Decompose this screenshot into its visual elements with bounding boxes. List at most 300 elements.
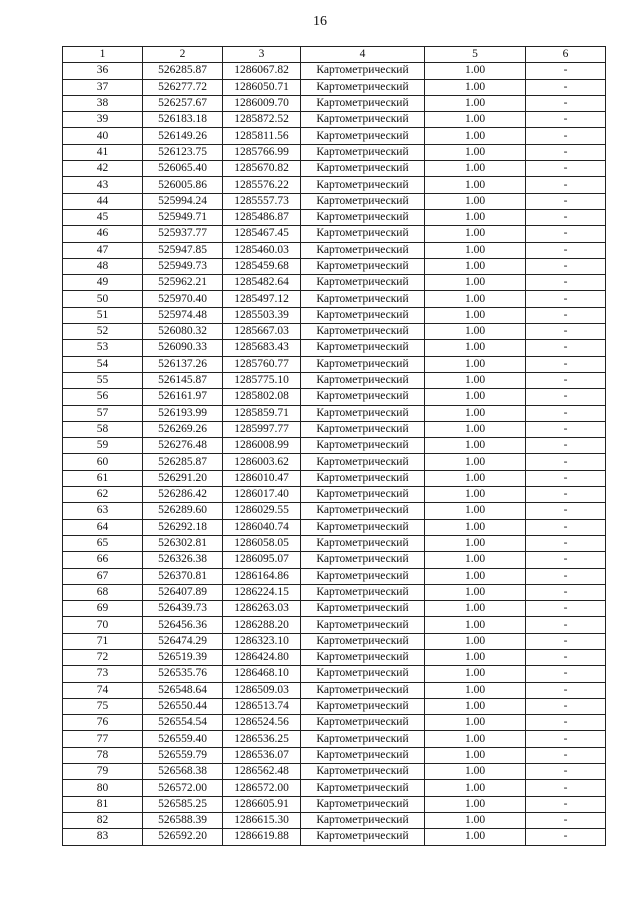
note-cell: - bbox=[526, 226, 606, 242]
table-row bbox=[63, 209, 606, 225]
accuracy-cell: 1.00 bbox=[425, 258, 526, 274]
table-row bbox=[63, 226, 606, 242]
y-coordinate-cell: 1285503.39 bbox=[223, 307, 301, 323]
accuracy-cell: 1.00 bbox=[425, 79, 526, 95]
method-cell: Картометрический bbox=[301, 682, 425, 698]
method-cell: Картометрический bbox=[301, 372, 425, 388]
point-number-cell: 45 bbox=[63, 209, 143, 225]
method-cell: Картометрический bbox=[301, 584, 425, 600]
accuracy-cell: 1.00 bbox=[425, 519, 526, 535]
point-number-cell: 80 bbox=[63, 780, 143, 796]
column-header-2: 2 bbox=[143, 47, 223, 63]
table-row bbox=[63, 340, 606, 356]
note-cell: - bbox=[526, 356, 606, 372]
y-coordinate-cell: 1286017.40 bbox=[223, 487, 301, 503]
y-coordinate-cell: 1286615.30 bbox=[223, 812, 301, 828]
table-row bbox=[63, 731, 606, 747]
table-row bbox=[63, 63, 606, 79]
table-row bbox=[63, 421, 606, 437]
x-coordinate-cell: 526285.87 bbox=[143, 454, 223, 470]
y-coordinate-cell: 1286029.55 bbox=[223, 503, 301, 519]
table-row bbox=[63, 128, 606, 144]
point-number-cell: 83 bbox=[63, 829, 143, 845]
table-row bbox=[63, 780, 606, 796]
point-number-cell: 64 bbox=[63, 519, 143, 535]
accuracy-cell: 1.00 bbox=[425, 324, 526, 340]
x-coordinate-cell: 526183.18 bbox=[143, 112, 223, 128]
accuracy-cell: 1.00 bbox=[425, 552, 526, 568]
y-coordinate-cell: 1286424.80 bbox=[223, 649, 301, 665]
x-coordinate-cell: 526269.26 bbox=[143, 421, 223, 437]
x-coordinate-cell: 526161.97 bbox=[143, 389, 223, 405]
x-coordinate-cell: 526554.54 bbox=[143, 715, 223, 731]
table-row bbox=[63, 601, 606, 617]
note-cell: - bbox=[526, 144, 606, 160]
x-coordinate-cell: 526519.39 bbox=[143, 649, 223, 665]
x-coordinate-cell: 526326.38 bbox=[143, 552, 223, 568]
method-cell: Картометрический bbox=[301, 356, 425, 372]
column-header-4: 4 bbox=[301, 47, 425, 63]
x-coordinate-cell: 526550.44 bbox=[143, 698, 223, 714]
note-cell: - bbox=[526, 829, 606, 845]
accuracy-cell: 1.00 bbox=[425, 275, 526, 291]
accuracy-cell: 1.00 bbox=[425, 372, 526, 388]
x-coordinate-cell: 526588.39 bbox=[143, 812, 223, 828]
point-number-cell: 63 bbox=[63, 503, 143, 519]
method-cell: Картометрический bbox=[301, 389, 425, 405]
note-cell: - bbox=[526, 372, 606, 388]
accuracy-cell: 1.00 bbox=[425, 454, 526, 470]
point-number-cell: 65 bbox=[63, 535, 143, 551]
x-coordinate-cell: 526548.64 bbox=[143, 682, 223, 698]
x-coordinate-cell: 525949.73 bbox=[143, 258, 223, 274]
y-coordinate-cell: 1285802.08 bbox=[223, 389, 301, 405]
accuracy-cell: 1.00 bbox=[425, 796, 526, 812]
point-number-cell: 70 bbox=[63, 617, 143, 633]
column-header-1: 1 bbox=[63, 47, 143, 63]
accuracy-cell: 1.00 bbox=[425, 470, 526, 486]
method-cell: Картометрический bbox=[301, 829, 425, 845]
y-coordinate-cell: 1285872.52 bbox=[223, 112, 301, 128]
method-cell: Картометрический bbox=[301, 291, 425, 307]
y-coordinate-cell: 1286536.07 bbox=[223, 747, 301, 763]
table-row bbox=[63, 617, 606, 633]
table-row bbox=[63, 242, 606, 258]
y-coordinate-cell: 1286009.70 bbox=[223, 95, 301, 111]
y-coordinate-cell: 1285497.12 bbox=[223, 291, 301, 307]
x-coordinate-cell: 526585.25 bbox=[143, 796, 223, 812]
accuracy-cell: 1.00 bbox=[425, 421, 526, 437]
accuracy-cell: 1.00 bbox=[425, 405, 526, 421]
accuracy-cell: 1.00 bbox=[425, 535, 526, 551]
y-coordinate-cell: 1286050.71 bbox=[223, 79, 301, 95]
table-row bbox=[63, 405, 606, 421]
y-coordinate-cell: 1285486.87 bbox=[223, 209, 301, 225]
point-number-cell: 71 bbox=[63, 633, 143, 649]
y-coordinate-cell: 1285811.56 bbox=[223, 128, 301, 144]
note-cell: - bbox=[526, 405, 606, 421]
accuracy-cell: 1.00 bbox=[425, 682, 526, 698]
accuracy-cell: 1.00 bbox=[425, 601, 526, 617]
y-coordinate-cell: 1286164.86 bbox=[223, 568, 301, 584]
point-number-cell: 66 bbox=[63, 552, 143, 568]
point-number-cell: 36 bbox=[63, 63, 143, 79]
method-cell: Картометрический bbox=[301, 715, 425, 731]
method-cell: Картометрический bbox=[301, 209, 425, 225]
x-coordinate-cell: 525947.85 bbox=[143, 242, 223, 258]
x-coordinate-cell: 525970.40 bbox=[143, 291, 223, 307]
method-cell: Картометрический bbox=[301, 503, 425, 519]
x-coordinate-cell: 526090.33 bbox=[143, 340, 223, 356]
note-cell: - bbox=[526, 63, 606, 79]
method-cell: Картометрический bbox=[301, 666, 425, 682]
table-row bbox=[63, 454, 606, 470]
x-coordinate-cell: 526286.42 bbox=[143, 487, 223, 503]
page-number: 16 bbox=[313, 14, 327, 29]
y-coordinate-cell: 1286040.74 bbox=[223, 519, 301, 535]
note-cell: - bbox=[526, 633, 606, 649]
note-cell: - bbox=[526, 209, 606, 225]
x-coordinate-cell: 525962.21 bbox=[143, 275, 223, 291]
x-coordinate-cell: 526535.76 bbox=[143, 666, 223, 682]
x-coordinate-cell: 526065.40 bbox=[143, 161, 223, 177]
note-cell: - bbox=[526, 275, 606, 291]
accuracy-cell: 1.00 bbox=[425, 568, 526, 584]
accuracy-cell: 1.00 bbox=[425, 438, 526, 454]
x-coordinate-cell: 526559.79 bbox=[143, 747, 223, 763]
y-coordinate-cell: 1286619.88 bbox=[223, 829, 301, 845]
table-row bbox=[63, 356, 606, 372]
note-cell: - bbox=[526, 112, 606, 128]
x-coordinate-cell: 526572.00 bbox=[143, 780, 223, 796]
note-cell: - bbox=[526, 747, 606, 763]
note-cell: - bbox=[526, 454, 606, 470]
table-row bbox=[63, 829, 606, 845]
point-number-cell: 48 bbox=[63, 258, 143, 274]
point-number-cell: 41 bbox=[63, 144, 143, 160]
table-row bbox=[63, 682, 606, 698]
table-row bbox=[63, 95, 606, 111]
x-coordinate-cell: 525937.77 bbox=[143, 226, 223, 242]
table-row bbox=[63, 796, 606, 812]
point-number-cell: 59 bbox=[63, 438, 143, 454]
note-cell: - bbox=[526, 258, 606, 274]
table-header-row bbox=[63, 47, 606, 63]
table-row bbox=[63, 324, 606, 340]
accuracy-cell: 1.00 bbox=[425, 356, 526, 372]
y-coordinate-cell: 1285460.03 bbox=[223, 242, 301, 258]
x-coordinate-cell: 526285.87 bbox=[143, 63, 223, 79]
method-cell: Картометрический bbox=[301, 601, 425, 617]
point-number-cell: 37 bbox=[63, 79, 143, 95]
table-row bbox=[63, 161, 606, 177]
method-cell: Картометрический bbox=[301, 275, 425, 291]
x-coordinate-cell: 526289.60 bbox=[143, 503, 223, 519]
point-number-cell: 77 bbox=[63, 731, 143, 747]
table-row bbox=[63, 633, 606, 649]
method-cell: Картометрический bbox=[301, 161, 425, 177]
y-coordinate-cell: 1286224.15 bbox=[223, 584, 301, 600]
method-cell: Картометрический bbox=[301, 796, 425, 812]
table-row bbox=[63, 715, 606, 731]
x-coordinate-cell: 526291.20 bbox=[143, 470, 223, 486]
note-cell: - bbox=[526, 584, 606, 600]
note-cell: - bbox=[526, 519, 606, 535]
point-number-cell: 49 bbox=[63, 275, 143, 291]
accuracy-cell: 1.00 bbox=[425, 144, 526, 160]
accuracy-cell: 1.00 bbox=[425, 95, 526, 111]
note-cell: - bbox=[526, 307, 606, 323]
accuracy-cell: 1.00 bbox=[425, 340, 526, 356]
x-coordinate-cell: 526123.75 bbox=[143, 144, 223, 160]
table-row bbox=[63, 764, 606, 780]
note-cell: - bbox=[526, 291, 606, 307]
note-cell: - bbox=[526, 796, 606, 812]
table-row bbox=[63, 193, 606, 209]
accuracy-cell: 1.00 bbox=[425, 617, 526, 633]
y-coordinate-cell: 1286263.03 bbox=[223, 601, 301, 617]
x-coordinate-cell: 526559.40 bbox=[143, 731, 223, 747]
accuracy-cell: 1.00 bbox=[425, 487, 526, 503]
accuracy-cell: 1.00 bbox=[425, 389, 526, 405]
point-number-cell: 61 bbox=[63, 470, 143, 486]
note-cell: - bbox=[526, 161, 606, 177]
note-cell: - bbox=[526, 487, 606, 503]
note-cell: - bbox=[526, 177, 606, 193]
x-coordinate-cell: 526439.73 bbox=[143, 601, 223, 617]
accuracy-cell: 1.00 bbox=[425, 780, 526, 796]
note-cell: - bbox=[526, 617, 606, 633]
table-row bbox=[63, 552, 606, 568]
point-number-cell: 53 bbox=[63, 340, 143, 356]
x-coordinate-cell: 525949.71 bbox=[143, 209, 223, 225]
table-row bbox=[63, 698, 606, 714]
method-cell: Картометрический bbox=[301, 438, 425, 454]
table-row bbox=[63, 389, 606, 405]
table-row bbox=[63, 649, 606, 665]
table-row bbox=[63, 487, 606, 503]
accuracy-cell: 1.00 bbox=[425, 503, 526, 519]
note-cell: - bbox=[526, 535, 606, 551]
table-row bbox=[63, 307, 606, 323]
y-coordinate-cell: 1285683.43 bbox=[223, 340, 301, 356]
coordinates-table bbox=[62, 46, 606, 846]
method-cell: Картометрический bbox=[301, 780, 425, 796]
accuracy-cell: 1.00 bbox=[425, 112, 526, 128]
method-cell: Картометрический bbox=[301, 519, 425, 535]
table-row bbox=[63, 275, 606, 291]
x-coordinate-cell: 525994.24 bbox=[143, 193, 223, 209]
point-number-cell: 57 bbox=[63, 405, 143, 421]
point-number-cell: 52 bbox=[63, 324, 143, 340]
accuracy-cell: 1.00 bbox=[425, 747, 526, 763]
accuracy-cell: 1.00 bbox=[425, 731, 526, 747]
table-row bbox=[63, 438, 606, 454]
note-cell: - bbox=[526, 812, 606, 828]
y-coordinate-cell: 1286536.25 bbox=[223, 731, 301, 747]
accuracy-cell: 1.00 bbox=[425, 291, 526, 307]
x-coordinate-cell: 526276.48 bbox=[143, 438, 223, 454]
y-coordinate-cell: 1285482.64 bbox=[223, 275, 301, 291]
table-row bbox=[63, 503, 606, 519]
method-cell: Картометрический bbox=[301, 698, 425, 714]
method-cell: Картометрический bbox=[301, 144, 425, 160]
x-coordinate-cell: 526149.26 bbox=[143, 128, 223, 144]
table-row bbox=[63, 470, 606, 486]
point-number-cell: 74 bbox=[63, 682, 143, 698]
table-row bbox=[63, 584, 606, 600]
note-cell: - bbox=[526, 682, 606, 698]
x-coordinate-cell: 526257.67 bbox=[143, 95, 223, 111]
accuracy-cell: 1.00 bbox=[425, 764, 526, 780]
table-row bbox=[63, 666, 606, 682]
y-coordinate-cell: 1285775.10 bbox=[223, 372, 301, 388]
y-coordinate-cell: 1286572.00 bbox=[223, 780, 301, 796]
note-cell: - bbox=[526, 421, 606, 437]
note-cell: - bbox=[526, 389, 606, 405]
x-coordinate-cell: 526145.87 bbox=[143, 372, 223, 388]
x-coordinate-cell: 526292.18 bbox=[143, 519, 223, 535]
note-cell: - bbox=[526, 193, 606, 209]
x-coordinate-cell: 526080.32 bbox=[143, 324, 223, 340]
y-coordinate-cell: 1286509.03 bbox=[223, 682, 301, 698]
method-cell: Картометрический bbox=[301, 617, 425, 633]
method-cell: Картометрический bbox=[301, 421, 425, 437]
method-cell: Картометрический bbox=[301, 258, 425, 274]
method-cell: Картометрический bbox=[301, 747, 425, 763]
point-number-cell: 73 bbox=[63, 666, 143, 682]
y-coordinate-cell: 1285997.77 bbox=[223, 421, 301, 437]
table-row bbox=[63, 291, 606, 307]
table-row bbox=[63, 519, 606, 535]
accuracy-cell: 1.00 bbox=[425, 226, 526, 242]
note-cell: - bbox=[526, 666, 606, 682]
y-coordinate-cell: 1286010.47 bbox=[223, 470, 301, 486]
table-row bbox=[63, 372, 606, 388]
point-number-cell: 40 bbox=[63, 128, 143, 144]
y-coordinate-cell: 1285459.68 bbox=[223, 258, 301, 274]
note-cell: - bbox=[526, 764, 606, 780]
x-coordinate-cell: 526302.81 bbox=[143, 535, 223, 551]
y-coordinate-cell: 1285467.45 bbox=[223, 226, 301, 242]
x-coordinate-cell: 526568.38 bbox=[143, 764, 223, 780]
point-number-cell: 38 bbox=[63, 95, 143, 111]
y-coordinate-cell: 1286288.20 bbox=[223, 617, 301, 633]
x-coordinate-cell: 526193.99 bbox=[143, 405, 223, 421]
y-coordinate-cell: 1285576.22 bbox=[223, 177, 301, 193]
method-cell: Картометрический bbox=[301, 552, 425, 568]
y-coordinate-cell: 1285766.99 bbox=[223, 144, 301, 160]
y-coordinate-cell: 1286468.10 bbox=[223, 666, 301, 682]
accuracy-cell: 1.00 bbox=[425, 698, 526, 714]
x-coordinate-cell: 526456.36 bbox=[143, 617, 223, 633]
method-cell: Картометрический bbox=[301, 731, 425, 747]
note-cell: - bbox=[526, 780, 606, 796]
note-cell: - bbox=[526, 601, 606, 617]
accuracy-cell: 1.00 bbox=[425, 63, 526, 79]
method-cell: Картометрический bbox=[301, 649, 425, 665]
x-coordinate-cell: 526277.72 bbox=[143, 79, 223, 95]
point-number-cell: 54 bbox=[63, 356, 143, 372]
column-header-5: 5 bbox=[425, 47, 526, 63]
accuracy-cell: 1.00 bbox=[425, 715, 526, 731]
point-number-cell: 69 bbox=[63, 601, 143, 617]
method-cell: Картометрический bbox=[301, 193, 425, 209]
note-cell: - bbox=[526, 568, 606, 584]
note-cell: - bbox=[526, 438, 606, 454]
x-coordinate-cell: 526407.89 bbox=[143, 584, 223, 600]
point-number-cell: 82 bbox=[63, 812, 143, 828]
note-cell: - bbox=[526, 340, 606, 356]
y-coordinate-cell: 1286067.82 bbox=[223, 63, 301, 79]
table-row bbox=[63, 535, 606, 551]
method-cell: Картометрический bbox=[301, 242, 425, 258]
method-cell: Картометрический bbox=[301, 226, 425, 242]
y-coordinate-cell: 1286095.07 bbox=[223, 552, 301, 568]
note-cell: - bbox=[526, 649, 606, 665]
point-number-cell: 56 bbox=[63, 389, 143, 405]
point-number-cell: 39 bbox=[63, 112, 143, 128]
point-number-cell: 75 bbox=[63, 698, 143, 714]
accuracy-cell: 1.00 bbox=[425, 829, 526, 845]
method-cell: Картометрический bbox=[301, 63, 425, 79]
point-number-cell: 55 bbox=[63, 372, 143, 388]
method-cell: Картометрический bbox=[301, 487, 425, 503]
x-coordinate-cell: 525974.48 bbox=[143, 307, 223, 323]
point-number-cell: 50 bbox=[63, 291, 143, 307]
accuracy-cell: 1.00 bbox=[425, 128, 526, 144]
method-cell: Картометрический bbox=[301, 177, 425, 193]
point-number-cell: 68 bbox=[63, 584, 143, 600]
note-cell: - bbox=[526, 552, 606, 568]
y-coordinate-cell: 1286513.74 bbox=[223, 698, 301, 714]
table-row bbox=[63, 177, 606, 193]
accuracy-cell: 1.00 bbox=[425, 812, 526, 828]
y-coordinate-cell: 1285760.77 bbox=[223, 356, 301, 372]
accuracy-cell: 1.00 bbox=[425, 307, 526, 323]
note-cell: - bbox=[526, 470, 606, 486]
table-row bbox=[63, 112, 606, 128]
y-coordinate-cell: 1286524.56 bbox=[223, 715, 301, 731]
y-coordinate-cell: 1286562.48 bbox=[223, 764, 301, 780]
x-coordinate-cell: 526137.26 bbox=[143, 356, 223, 372]
y-coordinate-cell: 1286058.05 bbox=[223, 535, 301, 551]
note-cell: - bbox=[526, 698, 606, 714]
point-number-cell: 81 bbox=[63, 796, 143, 812]
table-row bbox=[63, 747, 606, 763]
note-cell: - bbox=[526, 128, 606, 144]
point-number-cell: 76 bbox=[63, 715, 143, 731]
point-number-cell: 67 bbox=[63, 568, 143, 584]
method-cell: Картометрический bbox=[301, 324, 425, 340]
y-coordinate-cell: 1285667.03 bbox=[223, 324, 301, 340]
accuracy-cell: 1.00 bbox=[425, 161, 526, 177]
note-cell: - bbox=[526, 242, 606, 258]
point-number-cell: 72 bbox=[63, 649, 143, 665]
point-number-cell: 58 bbox=[63, 421, 143, 437]
method-cell: Картометрический bbox=[301, 95, 425, 111]
method-cell: Картометрический bbox=[301, 633, 425, 649]
method-cell: Картометрический bbox=[301, 470, 425, 486]
point-number-cell: 62 bbox=[63, 487, 143, 503]
x-coordinate-cell: 526005.86 bbox=[143, 177, 223, 193]
column-header-3: 3 bbox=[223, 47, 301, 63]
y-coordinate-cell: 1286605.91 bbox=[223, 796, 301, 812]
y-coordinate-cell: 1286323.10 bbox=[223, 633, 301, 649]
table-row bbox=[63, 144, 606, 160]
method-cell: Картометрический bbox=[301, 307, 425, 323]
accuracy-cell: 1.00 bbox=[425, 209, 526, 225]
